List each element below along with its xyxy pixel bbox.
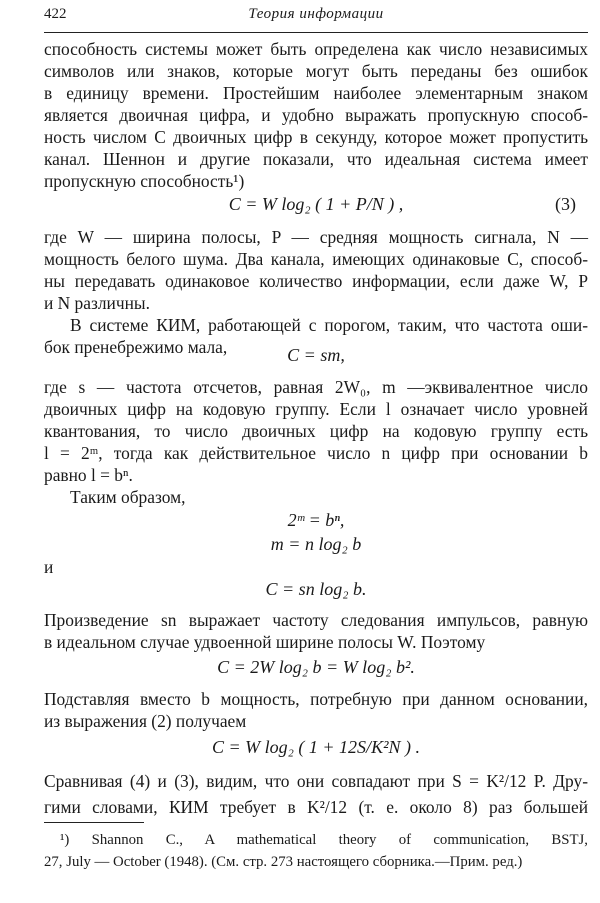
equation-m: m = n log₂ b xyxy=(270,534,362,554)
text-line: где W — ширина полосы, P — средняя мощность сигнала, N — xyxy=(44,227,588,247)
footnote-rule xyxy=(44,822,144,823)
text-line: где s — частота отсчетов, равная 2W₀, m —эквивалентное число xyxy=(44,377,588,397)
text-line: бок пренебрежимо мала, xyxy=(44,337,228,357)
text-line: квантования, то число двоичных цифр на кодовую группу есть xyxy=(44,421,588,441)
text-line: Произведение sn выражает частоту следования импульсов, равную xyxy=(44,610,588,630)
text-line: ны передавать одинаковое количество информации, если даже W, P xyxy=(44,271,588,291)
equation-3 xyxy=(44,193,588,215)
text-line: и xyxy=(44,557,54,577)
equation-csm: C = sm, xyxy=(287,345,345,365)
page-number: 422 xyxy=(44,6,67,22)
text-line: Таким образом, xyxy=(70,487,186,507)
text-line: мощность белого шума. Два канала, имеющих одинаковые C, способ- xyxy=(44,249,588,269)
text-line: символов или знаков, которые могут быть переданы без ошибок xyxy=(44,61,588,81)
text-line: двоичных цифр на кодовую группу. Если l означает число уровней xyxy=(44,399,588,419)
text-line: ность числом C двоичных цифр в секунду, которое может пропустить xyxy=(44,127,588,147)
text-line: Подставляя вместо b мощность, потребную при данном основании, xyxy=(44,689,588,709)
equation-2w: C = 2W log₂ b = W log₂ b². xyxy=(217,657,415,677)
equation-4: C = W log₂ ( 1 + 12S/K²N ) . xyxy=(212,737,420,757)
footnote-line: ¹) Shannon C., A mathematical theory of communication, BSTJ, xyxy=(60,832,588,848)
text-line: и N различны. xyxy=(44,293,150,313)
text-line: l = 2ᵐ, тогда как действительное число n цифр при основании b xyxy=(44,443,588,463)
text-line: из выражения (2) получаем xyxy=(44,711,247,731)
footnote-line: 27, July — October (1948). (См. стр. 273 настоящего сборника.—Прим. ред.) xyxy=(44,854,523,870)
text-line: является двоичная цифра, и удобно выражать пропускную способ- xyxy=(44,105,588,125)
text-line: в единицу времени. Простейшим наиболее элементарным знаком xyxy=(44,83,588,103)
equation-power: 2ᵐ = bⁿ, xyxy=(287,510,345,530)
text-line: гими словами, КИМ требует в K²/12 (т. е. около 8) раз большей xyxy=(44,797,588,817)
header-rule xyxy=(44,32,588,33)
text-line: способность системы может быть определена как число независимых xyxy=(44,39,588,59)
text-line: равно l = bⁿ. xyxy=(44,465,133,485)
equation-csn: C = sn log₂ b. xyxy=(265,579,367,599)
text-line: Сравнивая (4) и (3), видим, что они совпадают при S = K²/12 P. Дру- xyxy=(44,771,588,791)
text-line: в идеальном случае удвоенной ширине полосы W. Поэтому xyxy=(44,632,486,652)
text-line: канал. Шеннон и другие показали, что идеальная система имеет xyxy=(44,149,588,169)
equation-3-number: (3) xyxy=(555,194,576,214)
page-header xyxy=(44,6,588,28)
text-line: пропускную способность¹) xyxy=(44,171,245,191)
equation-3-body: C = W log₂ ( 1 + P/N ) , xyxy=(228,194,404,214)
running-title: Теория информации xyxy=(248,6,384,22)
text-line: В системе КИМ, работающей с порогом, таким, что частота оши- xyxy=(70,315,588,335)
